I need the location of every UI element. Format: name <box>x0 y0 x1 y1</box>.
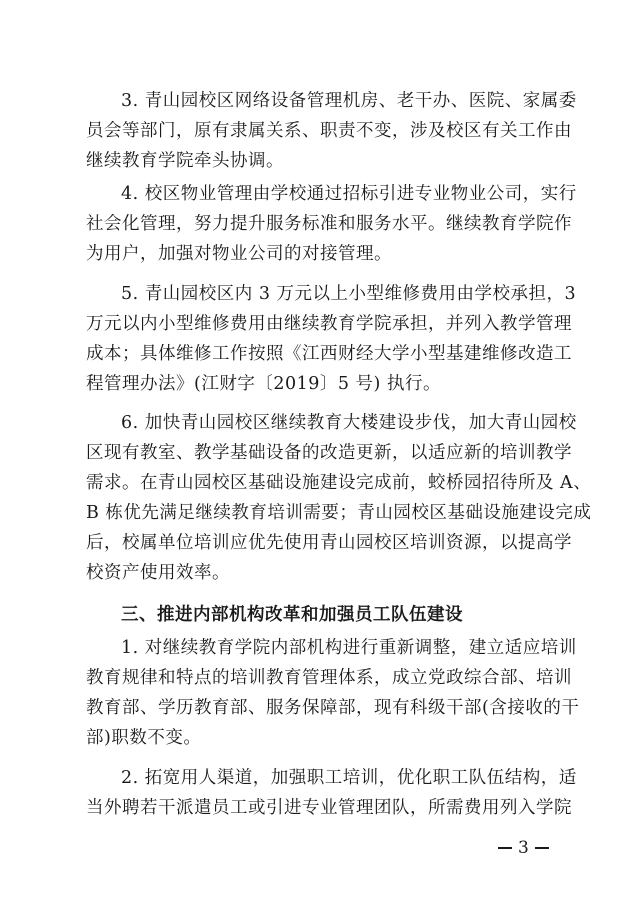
text-line: 成本；具体维修工作按照《江西财经大学小型基建维修改造工 <box>86 344 572 364</box>
paragraph-section-3-item-1 <box>86 633 580 753</box>
page-number-dash-left <box>498 847 512 849</box>
text-line: 教育部、学历教育部、服务保障部，现有科级干部(含接收的干 <box>86 698 580 718</box>
text-line: 教育规律和特点的培训教育管理体系，成立党政综合部、培训 <box>86 668 572 688</box>
text-line: B 栋优先满足继续教育培训需要；青山园校区基础设施建设完成 <box>86 503 592 523</box>
text-line: 社会化管理，努力提升服务标准和服务水平。继续教育学院作 <box>86 214 572 234</box>
page-number-value: 3 <box>518 838 529 858</box>
paragraph-item-3 <box>86 86 577 176</box>
text-line: 区现有教室、教学基础设备的改造更新，以适应新的培训教学 <box>86 443 572 463</box>
page-number-dash-right <box>535 847 549 849</box>
text-line: 5. 青山园校区内 3 万元以上小型维修费用由学校承担，3 <box>121 284 577 304</box>
text-line: 当外聘若干派遣员工或引进专业管理团队，所需费用列入学院 <box>86 798 572 818</box>
paragraph-section-3-item-2 <box>86 763 577 823</box>
text-line: 1. 对继续教育学院内部机构进行重新调整，建立适应培训 <box>121 638 577 658</box>
text-line: 2. 拓宽用人渠道，加强职工培训，优化职工队伍结构，适 <box>121 768 577 788</box>
paragraph-item-4 <box>86 179 577 269</box>
text-line: 程管理办法》(江财字〔2019〕5 号) 执行。 <box>86 374 441 394</box>
text-line: 继续教育学院牵头协调。 <box>86 151 284 171</box>
text-line: 部)职数不变。 <box>86 728 202 748</box>
page-number <box>498 838 549 858</box>
paragraph-item-5 <box>86 279 577 399</box>
paragraph-item-6 <box>86 408 592 588</box>
section-heading: 三、推进内部机构改革和加强员工队伍建设 <box>121 605 463 625</box>
text-line: 员会等部门，原有隶属关系、职责不变，涉及校区有关工作由 <box>86 121 572 141</box>
text-line: 后，校属单位培训应优先使用青山园校区培训资源，以提高学 <box>86 533 572 553</box>
text-line: 为用户，加强对物业公司的对接管理。 <box>86 244 392 264</box>
text-line: 需求。在青山园校区基础设施建设完成前，蛟桥园招待所及 A、 <box>86 473 592 493</box>
text-line: 4. 校区物业管理由学校通过招标引进专业物业公司，实行 <box>121 184 577 204</box>
text-line: 万元以内小型维修费用由继续教育学院承担，并列入教学管理 <box>86 314 572 334</box>
text-line: 6. 加快青山园校区继续教育大楼建设步伐，加大青山园校 <box>121 413 577 433</box>
text-line: 校资产使用效率。 <box>86 563 230 583</box>
text-line: 3. 青山园校区网络设备管理机房、老干办、医院、家属委 <box>121 91 577 111</box>
